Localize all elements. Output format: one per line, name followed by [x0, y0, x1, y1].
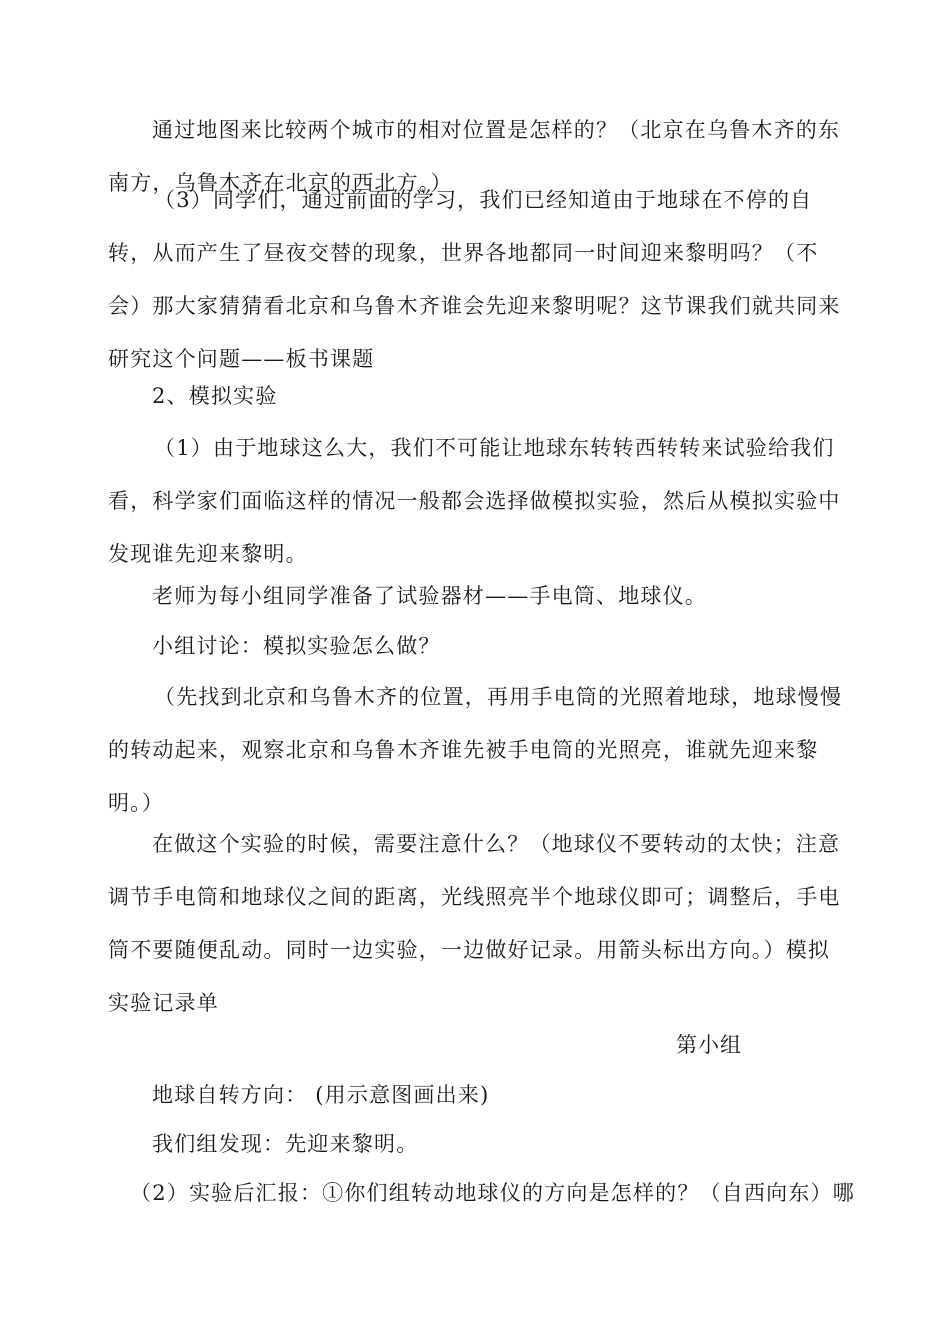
paragraph-dawn-question: （3）同学们，通过前面的学习，我们已经知道由于地球在不停的自转，从而产生了昼夜交替的现象，世界各地都同一时间迎来黎明吗？（不会）那大家猜猜看北京和乌鲁木齐谁会先迎来黎明呢？这节课我们就共同来研究这个问题——板书课题 [108, 188, 841, 371]
paragraph-precautions: 在做这个实验的时候，需要注意什么？（地球仪不要转动的太快；注意调节手电筒和地球仪之间的距离，光线照亮半个地球仪即可；调整后，手电筒不要随便乱动。同时一边实验，一边做好记录。用箭头标出方向。）模拟实验记录单 [108, 832, 841, 1015]
group-finding-field: 我们组发现：先迎来黎明。 [152, 1132, 419, 1156]
group-number-label: 第小组 [676, 1033, 742, 1057]
paragraph-experiment-method: （先找到北京和乌鲁木齐的位置，再用手电筒的光照着地球，地球慢慢的转动起来，观察北京和乌鲁木齐谁先被手电筒的光照亮，谁就先迎来黎明。） [108, 685, 843, 815]
section-heading-simulation: 2、模拟实验 [152, 384, 278, 408]
paragraph-report: （2）实验后汇报：①你们组转动地球仪的方向是怎样的？（自西向东）哪 [130, 1181, 855, 1205]
paragraph-equipment: 老师为每小组同学准备了试验器材——手电筒、地球仪。 [152, 584, 707, 608]
paragraph-city-positions: 通过地图来比较两个城市的相对位置是怎样的？（北京在乌鲁木齐的东南方，乌鲁木齐在北京的西北方。） [108, 118, 841, 195]
paragraph-group-discussion: 小组讨论：模拟实验怎么做？ [152, 634, 441, 658]
rotation-direction-field: 地球自转方向： (用示意图画出来) [152, 1083, 490, 1107]
paragraph-simulation-intro: （1）由于地球这么大，我们不可能让地球东转转西转转来试验给我们看，科学家们面临这样的情况一般都会选择做模拟实验，然后从模拟实验中发现谁先迎来黎明。 [108, 436, 841, 566]
